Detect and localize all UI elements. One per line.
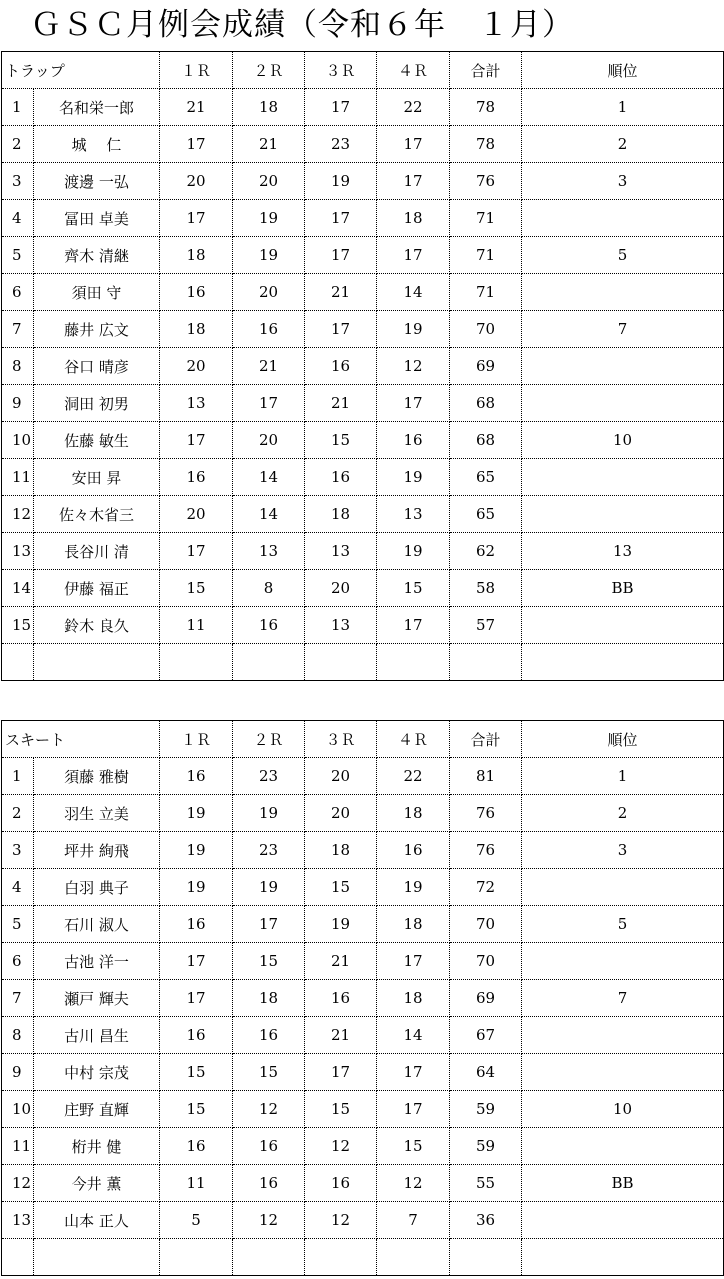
shooter-name: 佐々木省三 xyxy=(34,496,160,533)
round-2-score xyxy=(233,1239,305,1276)
entry-number: 1 xyxy=(2,758,34,795)
rank: 3 xyxy=(522,163,724,200)
round-4-score: 12 xyxy=(377,348,450,385)
rank xyxy=(522,644,724,681)
column-header: ４Ｒ xyxy=(377,52,450,89)
skeet-results-table xyxy=(1,720,724,1276)
round-3-score: 20 xyxy=(305,795,377,832)
column-header: １Ｒ xyxy=(160,52,233,89)
round-1-score: 15 xyxy=(160,1054,233,1091)
round-3-score: 12 xyxy=(305,1202,377,1239)
round-1-score: 11 xyxy=(160,607,233,644)
total-score: 81 xyxy=(450,758,522,795)
shooter-name: 洞田 初男 xyxy=(34,385,160,422)
total-score: 59 xyxy=(450,1091,522,1128)
total-score: 67 xyxy=(450,1017,522,1054)
round-2-score: 18 xyxy=(233,980,305,1017)
round-3-score: 17 xyxy=(305,200,377,237)
round-2-score: 18 xyxy=(233,89,305,126)
total-score xyxy=(450,644,522,681)
rank: 5 xyxy=(522,906,724,943)
rank: 2 xyxy=(522,795,724,832)
skeet-header-row xyxy=(2,721,724,758)
table-row xyxy=(2,422,724,459)
table-row xyxy=(2,459,724,496)
rank: 1 xyxy=(522,758,724,795)
column-header: ３Ｒ xyxy=(305,52,377,89)
table-row xyxy=(2,1054,724,1091)
round-2-score: 15 xyxy=(233,943,305,980)
round-4-score: 14 xyxy=(377,1017,450,1054)
round-4-score xyxy=(377,1239,450,1276)
round-1-score: 18 xyxy=(160,311,233,348)
rank xyxy=(522,274,724,311)
rank: 5 xyxy=(522,237,724,274)
round-2-score: 20 xyxy=(233,274,305,311)
shooter-name: 庄野 直輝 xyxy=(34,1091,160,1128)
round-1-score: 5 xyxy=(160,1202,233,1239)
total-score: 71 xyxy=(450,274,522,311)
round-4-score: 22 xyxy=(377,758,450,795)
entry-number: 4 xyxy=(2,200,34,237)
table-row xyxy=(2,1202,724,1239)
round-4-score: 19 xyxy=(377,869,450,906)
table-row xyxy=(2,163,724,200)
round-1-score: 17 xyxy=(160,943,233,980)
table-row xyxy=(2,311,724,348)
trap-section-label: トラップ xyxy=(2,52,160,89)
round-1-score: 16 xyxy=(160,1128,233,1165)
rank xyxy=(522,1239,724,1276)
table-row xyxy=(2,758,724,795)
round-4-score: 7 xyxy=(377,1202,450,1239)
round-3-score: 21 xyxy=(305,385,377,422)
shooter-name: 白羽 典子 xyxy=(34,869,160,906)
round-4-score: 18 xyxy=(377,795,450,832)
round-3-score: 17 xyxy=(305,89,377,126)
total-score: 76 xyxy=(450,795,522,832)
rank: 3 xyxy=(522,832,724,869)
round-4-score: 16 xyxy=(377,832,450,869)
table-row xyxy=(2,570,724,607)
shooter-name: 須藤 雅樹 xyxy=(34,758,160,795)
rank: BB xyxy=(522,1165,724,1202)
round-4-score: 17 xyxy=(377,163,450,200)
rank xyxy=(522,1202,724,1239)
shooter-name: 藤井 広文 xyxy=(34,311,160,348)
shooter-name: 桁井 健 xyxy=(34,1128,160,1165)
total-score: 68 xyxy=(450,385,522,422)
round-4-score: 19 xyxy=(377,533,450,570)
round-1-score: 17 xyxy=(160,533,233,570)
total-score: 62 xyxy=(450,533,522,570)
entry-number: 1 xyxy=(2,89,34,126)
shooter-name: 渡邊 一弘 xyxy=(34,163,160,200)
shooter-name: 城 仁 xyxy=(34,126,160,163)
table-row xyxy=(2,607,724,644)
entry-number: 11 xyxy=(2,459,34,496)
round-3-score: 18 xyxy=(305,832,377,869)
round-1-score: 19 xyxy=(160,869,233,906)
round-4-score: 17 xyxy=(377,1054,450,1091)
round-2-score: 14 xyxy=(233,496,305,533)
entry-number: 7 xyxy=(2,311,34,348)
shooter-name: 谷口 晴彦 xyxy=(34,348,160,385)
table-row xyxy=(2,1091,724,1128)
round-3-score: 20 xyxy=(305,758,377,795)
total-score: 78 xyxy=(450,89,522,126)
entry-number: 10 xyxy=(2,1091,34,1128)
round-4-score: 17 xyxy=(377,126,450,163)
round-3-score: 15 xyxy=(305,422,377,459)
shooter-name: 坪井 絢飛 xyxy=(34,832,160,869)
total-score: 70 xyxy=(450,943,522,980)
shooter-name: 山本 正人 xyxy=(34,1202,160,1239)
rank xyxy=(522,200,724,237)
entry-number: 12 xyxy=(2,496,34,533)
rank: 10 xyxy=(522,422,724,459)
round-4-score: 19 xyxy=(377,459,450,496)
total-score: 57 xyxy=(450,607,522,644)
table-row xyxy=(2,89,724,126)
total-score: 71 xyxy=(450,200,522,237)
rank xyxy=(522,385,724,422)
round-1-score: 19 xyxy=(160,795,233,832)
entry-number: 9 xyxy=(2,385,34,422)
trap-header-row xyxy=(2,52,724,89)
table-row xyxy=(2,644,724,681)
round-3-score: 15 xyxy=(305,869,377,906)
table-row xyxy=(2,348,724,385)
rank: 7 xyxy=(522,980,724,1017)
round-3-score: 13 xyxy=(305,533,377,570)
total-score: 68 xyxy=(450,422,522,459)
round-2-score: 16 xyxy=(233,1017,305,1054)
round-4-score: 13 xyxy=(377,496,450,533)
entry-number: 5 xyxy=(2,237,34,274)
column-header: ２Ｒ xyxy=(233,52,305,89)
round-2-score: 17 xyxy=(233,385,305,422)
round-2-score: 16 xyxy=(233,1128,305,1165)
round-1-score: 11 xyxy=(160,1165,233,1202)
round-1-score: 18 xyxy=(160,237,233,274)
round-2-score: 19 xyxy=(233,200,305,237)
round-1-score: 20 xyxy=(160,163,233,200)
round-4-score: 15 xyxy=(377,570,450,607)
page-title: ＧＳＣ月例会成績（令和６年 １月） xyxy=(30,7,574,43)
round-1-score: 17 xyxy=(160,980,233,1017)
column-header: ２Ｒ xyxy=(233,721,305,758)
entry-number: 15 xyxy=(2,607,34,644)
round-2-score: 20 xyxy=(233,422,305,459)
round-3-score: 21 xyxy=(305,274,377,311)
column-header: 合計 xyxy=(450,721,522,758)
round-2-score: 14 xyxy=(233,459,305,496)
entry-number: 11 xyxy=(2,1128,34,1165)
entry-number: 13 xyxy=(2,1202,34,1239)
round-2-score: 23 xyxy=(233,832,305,869)
round-1-score: 20 xyxy=(160,496,233,533)
shooter-name: 安田 昇 xyxy=(34,459,160,496)
round-4-score: 17 xyxy=(377,1091,450,1128)
entry-number: 14 xyxy=(2,570,34,607)
table-row xyxy=(2,496,724,533)
shooter-name xyxy=(34,644,160,681)
round-2-score: 21 xyxy=(233,348,305,385)
total-score xyxy=(450,1239,522,1276)
table-row xyxy=(2,1128,724,1165)
column-header: 順位 xyxy=(522,721,724,758)
round-2-score: 15 xyxy=(233,1054,305,1091)
round-2-score: 12 xyxy=(233,1091,305,1128)
round-3-score: 16 xyxy=(305,980,377,1017)
entry-number: 13 xyxy=(2,533,34,570)
round-2-score: 16 xyxy=(233,311,305,348)
round-4-score: 17 xyxy=(377,237,450,274)
entry-number: 5 xyxy=(2,906,34,943)
round-1-score: 16 xyxy=(160,758,233,795)
table-row xyxy=(2,533,724,570)
round-3-score: 19 xyxy=(305,163,377,200)
round-2-score: 19 xyxy=(233,237,305,274)
table-row xyxy=(2,126,724,163)
entry-number: 2 xyxy=(2,126,34,163)
entry-number: 8 xyxy=(2,1017,34,1054)
total-score: 58 xyxy=(450,570,522,607)
rank xyxy=(522,348,724,385)
entry-number: 6 xyxy=(2,274,34,311)
entry-number: 4 xyxy=(2,869,34,906)
round-2-score: 23 xyxy=(233,758,305,795)
round-4-score: 15 xyxy=(377,1128,450,1165)
shooter-name: 長谷川 清 xyxy=(34,533,160,570)
round-1-score: 21 xyxy=(160,89,233,126)
round-4-score: 17 xyxy=(377,607,450,644)
round-1-score: 19 xyxy=(160,832,233,869)
column-header: 順位 xyxy=(522,52,724,89)
entry-number xyxy=(2,1239,34,1276)
round-2-score: 13 xyxy=(233,533,305,570)
round-2-score xyxy=(233,644,305,681)
shooter-name: 古池 洋一 xyxy=(34,943,160,980)
round-2-score: 20 xyxy=(233,163,305,200)
entry-number: 12 xyxy=(2,1165,34,1202)
rank: BB xyxy=(522,570,724,607)
table-row xyxy=(2,200,724,237)
total-score: 72 xyxy=(450,869,522,906)
round-4-score: 16 xyxy=(377,422,450,459)
round-1-score: 17 xyxy=(160,200,233,237)
shooter-name: 中村 宗茂 xyxy=(34,1054,160,1091)
total-score: 70 xyxy=(450,311,522,348)
table-row xyxy=(2,274,724,311)
round-4-score: 14 xyxy=(377,274,450,311)
rank xyxy=(522,943,724,980)
total-score: 55 xyxy=(450,1165,522,1202)
round-2-score: 16 xyxy=(233,1165,305,1202)
shooter-name xyxy=(34,1239,160,1276)
round-2-score: 19 xyxy=(233,869,305,906)
round-3-score: 15 xyxy=(305,1091,377,1128)
rank: 13 xyxy=(522,533,724,570)
column-header: ３Ｒ xyxy=(305,721,377,758)
rank xyxy=(522,496,724,533)
column-header: ４Ｒ xyxy=(377,721,450,758)
round-4-score: 17 xyxy=(377,385,450,422)
trap-results-table xyxy=(1,51,724,681)
round-4-score: 22 xyxy=(377,89,450,126)
rank: 2 xyxy=(522,126,724,163)
total-score: 76 xyxy=(450,163,522,200)
shooter-name: 伊藤 福正 xyxy=(34,570,160,607)
entry-number xyxy=(2,644,34,681)
round-3-score: 16 xyxy=(305,459,377,496)
entry-number: 10 xyxy=(2,422,34,459)
round-1-score: 17 xyxy=(160,422,233,459)
round-2-score: 8 xyxy=(233,570,305,607)
round-3-score xyxy=(305,644,377,681)
round-1-score: 13 xyxy=(160,385,233,422)
entry-number: 7 xyxy=(2,980,34,1017)
shooter-name: 瀬戸 輝夫 xyxy=(34,980,160,1017)
total-score: 36 xyxy=(450,1202,522,1239)
column-header: １Ｒ xyxy=(160,721,233,758)
shooter-name: 須田 守 xyxy=(34,274,160,311)
shooter-name: 鈴木 良久 xyxy=(34,607,160,644)
round-3-score: 13 xyxy=(305,607,377,644)
round-1-score: 17 xyxy=(160,126,233,163)
round-2-score: 21 xyxy=(233,126,305,163)
table-row xyxy=(2,1017,724,1054)
shooter-name: 佐藤 敏生 xyxy=(34,422,160,459)
round-1-score xyxy=(160,644,233,681)
total-score: 65 xyxy=(450,496,522,533)
total-score: 59 xyxy=(450,1128,522,1165)
entry-number: 6 xyxy=(2,943,34,980)
round-1-score xyxy=(160,1239,233,1276)
shooter-name: 今井 薫 xyxy=(34,1165,160,1202)
round-4-score: 19 xyxy=(377,311,450,348)
rank: 10 xyxy=(522,1091,724,1128)
round-3-score: 17 xyxy=(305,311,377,348)
table-row xyxy=(2,943,724,980)
round-3-score xyxy=(305,1239,377,1276)
total-score: 69 xyxy=(450,980,522,1017)
round-3-score: 21 xyxy=(305,1017,377,1054)
round-1-score: 16 xyxy=(160,906,233,943)
rank xyxy=(522,1017,724,1054)
round-3-score: 16 xyxy=(305,1165,377,1202)
table-row xyxy=(2,237,724,274)
round-1-score: 15 xyxy=(160,1091,233,1128)
total-score: 78 xyxy=(450,126,522,163)
shooter-name: 羽生 立美 xyxy=(34,795,160,832)
total-score: 70 xyxy=(450,906,522,943)
table-row xyxy=(2,385,724,422)
rank: 1 xyxy=(522,89,724,126)
round-3-score: 12 xyxy=(305,1128,377,1165)
round-2-score: 19 xyxy=(233,795,305,832)
round-3-score: 19 xyxy=(305,906,377,943)
total-score: 71 xyxy=(450,237,522,274)
rank xyxy=(522,1054,724,1091)
round-3-score: 18 xyxy=(305,496,377,533)
rank xyxy=(522,607,724,644)
table-row xyxy=(2,832,724,869)
rank xyxy=(522,1128,724,1165)
table-row xyxy=(2,1239,724,1276)
rank xyxy=(522,869,724,906)
round-3-score: 16 xyxy=(305,348,377,385)
entry-number: 8 xyxy=(2,348,34,385)
shooter-name: 名和栄一郎 xyxy=(34,89,160,126)
round-2-score: 17 xyxy=(233,906,305,943)
round-4-score: 18 xyxy=(377,200,450,237)
round-4-score: 18 xyxy=(377,906,450,943)
table-row xyxy=(2,980,724,1017)
round-3-score: 23 xyxy=(305,126,377,163)
round-4-score: 18 xyxy=(377,980,450,1017)
round-1-score: 16 xyxy=(160,274,233,311)
skeet-section-label: スキート xyxy=(2,721,160,758)
total-score: 69 xyxy=(450,348,522,385)
shooter-name: 冨田 卓美 xyxy=(34,200,160,237)
round-2-score: 16 xyxy=(233,607,305,644)
column-header: 合計 xyxy=(450,52,522,89)
entry-number: 3 xyxy=(2,163,34,200)
round-1-score: 16 xyxy=(160,459,233,496)
entry-number: 9 xyxy=(2,1054,34,1091)
table-row xyxy=(2,1165,724,1202)
total-score: 64 xyxy=(450,1054,522,1091)
round-1-score: 15 xyxy=(160,570,233,607)
table-row xyxy=(2,795,724,832)
round-4-score: 12 xyxy=(377,1165,450,1202)
rank: 7 xyxy=(522,311,724,348)
round-3-score: 20 xyxy=(305,570,377,607)
total-score: 76 xyxy=(450,832,522,869)
entry-number: 2 xyxy=(2,795,34,832)
shooter-name: 齊木 清継 xyxy=(34,237,160,274)
total-score: 65 xyxy=(450,459,522,496)
round-2-score: 12 xyxy=(233,1202,305,1239)
round-3-score: 17 xyxy=(305,1054,377,1091)
round-4-score: 17 xyxy=(377,943,450,980)
table-row xyxy=(2,869,724,906)
rank xyxy=(522,459,724,496)
entry-number: 3 xyxy=(2,832,34,869)
round-3-score: 17 xyxy=(305,237,377,274)
shooter-name: 古川 昌生 xyxy=(34,1017,160,1054)
round-1-score: 20 xyxy=(160,348,233,385)
round-3-score: 21 xyxy=(305,943,377,980)
round-1-score: 16 xyxy=(160,1017,233,1054)
round-4-score xyxy=(377,644,450,681)
table-row xyxy=(2,906,724,943)
shooter-name: 石川 淑人 xyxy=(34,906,160,943)
